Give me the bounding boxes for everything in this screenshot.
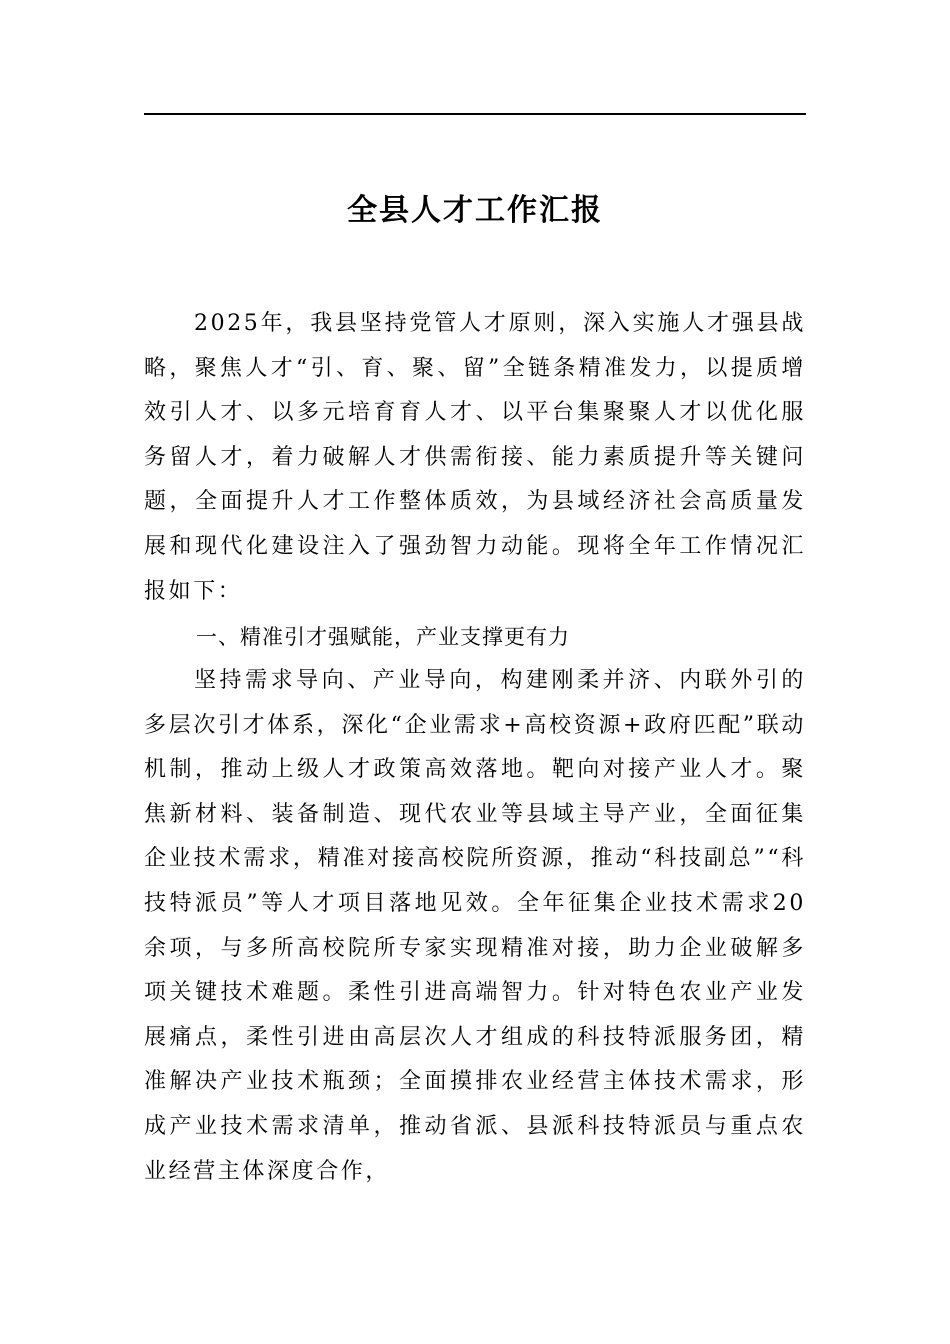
header-divider bbox=[144, 113, 806, 115]
section-1-paragraph: 坚持需求导向、产业导向，构建刚柔并济、内联外引的多层次引才体系，深化“企业需求+高校资源+政府匹配”联动机制，推动上级人才政策高效落地。靶向对接产业人才。聚焦新材料、装备制造、现代农业等县域主导产业，全面征集企业技术需求，精准对接高校院所资源，推动“科技副总”“科技特派员”等人才项目落地见效。全年征集企业技术需求20余项，与多所高校院所专家实现精准对接，助力企业破解多项关键技术难题。柔性引进高端智力。针对特色农业产业发展痛点，柔性引进由高层次人才组成的科技特派服务团，精准解决产业技术瓶颈；全面摸排农业经营主体技术需求，形成产业技术需求清单，推动省派、县派科技特派员与重点农业经营主体深度合作， bbox=[144, 668, 806, 1184]
intro-paragraph: 2025年，我县坚持党管人才原则，深入实施人才强县战略，聚焦人才“引、育、聚、留”全链条精准发力，以提质增效引人才、以多元培育育人才、以平台集聚聚人才以优化服务留人才，着力破解人才供需衔接、能力素质提升等关键问题，全面提升人才工作整体质效，为县域经济社会高质量发展和现代化建设注入了强劲智力动能。现将全年工作情况汇报如下： bbox=[144, 311, 806, 604]
section-heading-1: 一、精准引才强赋能，产业支撑更有力 bbox=[196, 625, 570, 649]
document-title: 全县人才工作汇报 bbox=[347, 193, 603, 228]
